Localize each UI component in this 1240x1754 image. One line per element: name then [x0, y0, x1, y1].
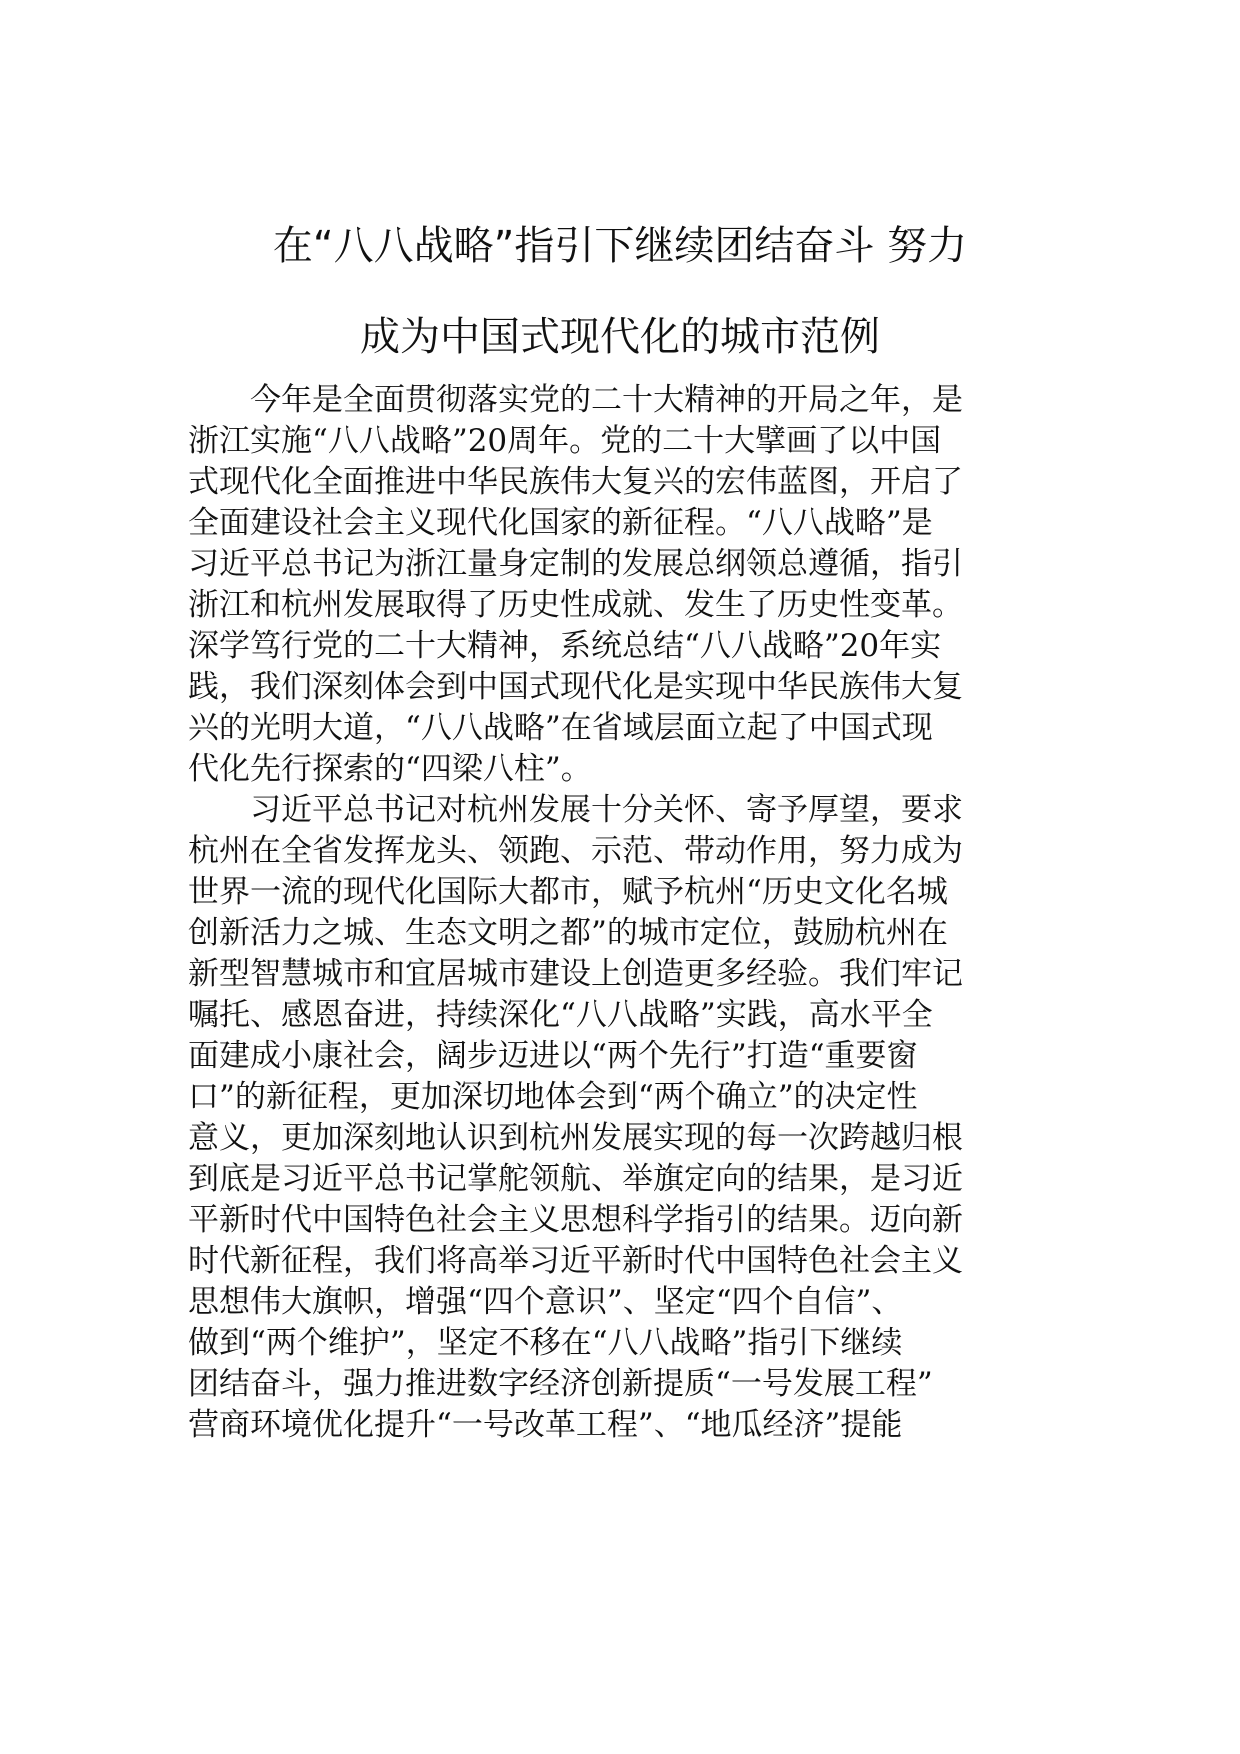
text-line: 口”的新征程，更加深切地体会到“两个确立”的决定性 — [188, 1079, 918, 1115]
text-line: 世界一流的现代化国际大都市，赋予杭州“历史文化名城 — [188, 874, 948, 910]
text-line: 面建成小康社会，阔步迈进以“两个先行”打造“重要窗 — [188, 1038, 918, 1074]
text-line: 意义，更加深刻地认识到杭州发展实现的每一次跨越归根 — [188, 1120, 963, 1156]
text-line: 全面建设社会主义现代化国家的新征程。“八八战略”是 — [188, 505, 933, 541]
text-line: 到底是习近平总书记掌舵领航、举旗定向的结果，是习近 — [188, 1161, 963, 1197]
text-line: 践，我们深刻体会到中国式现代化是实现中华民族伟大复 — [188, 669, 963, 705]
text-line: 营商环境优化提升“一号改革工程”、“地瓜经济”提能 — [188, 1407, 903, 1443]
text-line: 做到“两个维护”，坚定不移在“八八战略”指引下继续 — [188, 1325, 903, 1361]
text-line: 式现代化全面推进中华民族伟大复兴的宏伟蓝图，开启了 — [188, 464, 963, 500]
text-line: 平新时代中国特色社会主义思想科学指引的结果。迈向新 — [188, 1202, 963, 1238]
text-line: 杭州在全省发挥龙头、领跑、示范、带动作用，努力成为 — [188, 833, 963, 869]
document-title-line-1: 在“八八战略”指引下继续团结奋斗 努力 — [272, 223, 968, 269]
text-line: 今年是全面贯彻落实党的二十大精神的开局之年，是 — [250, 382, 963, 418]
text-line: 习近平总书记为浙江量身定制的发展总纲领总遵循，指引 — [188, 546, 963, 582]
text-line: 思想伟大旗帜，增强“四个意识”、坚定“四个自信”、 — [188, 1284, 903, 1320]
text-line: 团结奋斗，强力推进数字经济创新提质“一号发展工程” — [188, 1366, 933, 1402]
text-line: 新型智慧城市和宜居城市建设上创造更多经验。我们牢记 — [188, 956, 963, 992]
text-line: 习近平总书记对杭州发展十分关怀、寄予厚望，要求 — [250, 792, 963, 828]
text-line: 代化先行探索的“四梁八柱”。 — [188, 751, 592, 787]
text-line: 浙江实施“八八战略”20周年。党的二十大擘画了以中国 — [188, 423, 942, 459]
text-line: 兴的光明大道，“八八战略”在省域层面立起了中国式现 — [188, 710, 933, 746]
text-line: 创新活力之城、生态文明之都”的城市定位，鼓励杭州在 — [188, 915, 948, 951]
text-line: 嘱托、感恩奋进，持续深化“八八战略”实践，高水平全 — [188, 997, 933, 1033]
text-line: 深学笃行党的二十大精神，系统总结“八八战略”20年实 — [188, 628, 942, 664]
text-line: 浙江和杭州发展取得了历史性成就、发生了历史性变革。 — [188, 587, 963, 623]
document-title-line-2: 成为中国式现代化的城市范例 — [360, 314, 880, 360]
text-line: 时代新征程，我们将高举习近平新时代中国特色社会主义 — [188, 1243, 963, 1279]
